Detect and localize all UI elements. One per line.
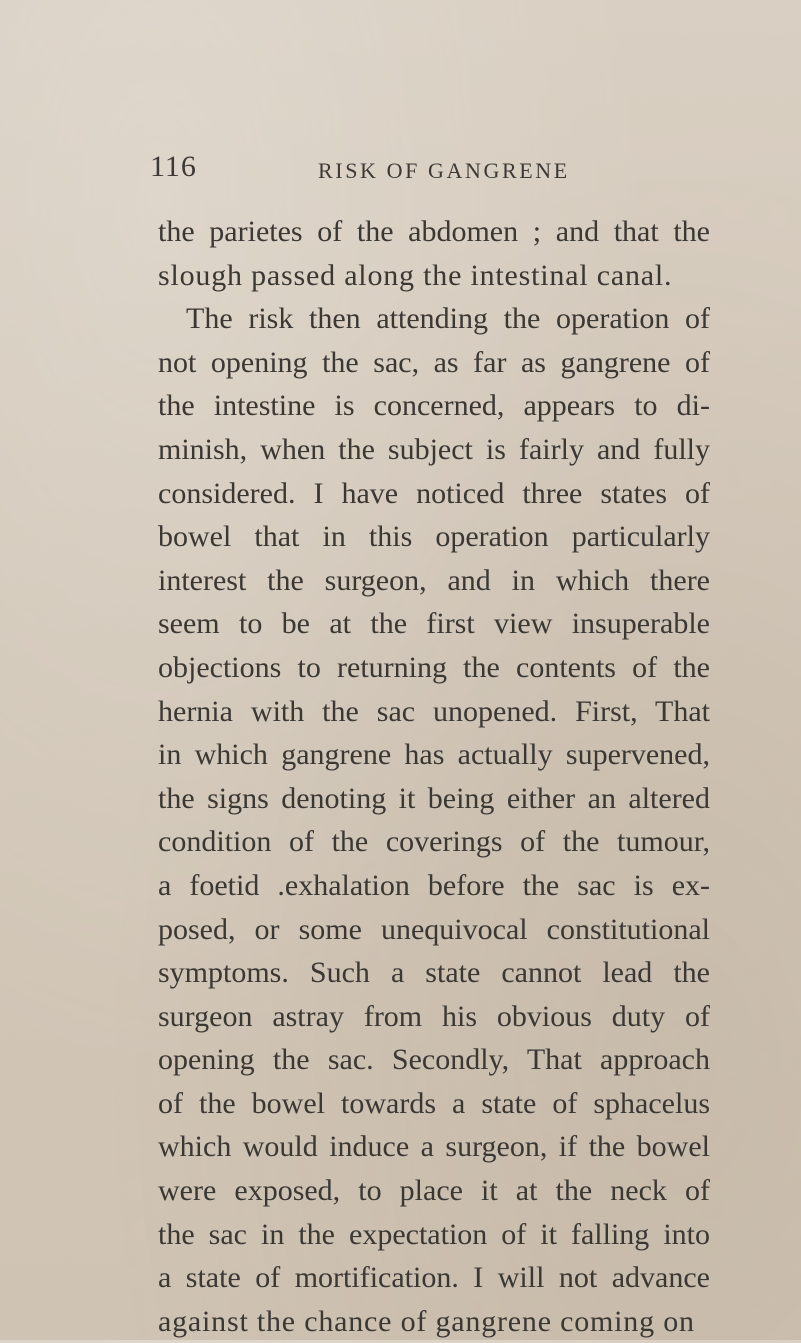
text-line: slough passed along the intestinal canal. bbox=[158, 258, 673, 292]
text-line: of the bowel towards a state of sphacelus bbox=[158, 1086, 710, 1120]
text-line: seem to be at the first view insuperable bbox=[158, 607, 710, 641]
text-line: in which gangrene has actually supervened, bbox=[158, 738, 710, 772]
text-line: interest the surgeon, and in which there bbox=[158, 563, 710, 597]
text-line: a state of mortification. I will not advance bbox=[158, 1261, 710, 1295]
text-line: surgeon astray from his obvious duty of bbox=[158, 999, 710, 1033]
text-line: bowel that in this operation particularly bbox=[158, 520, 710, 554]
text-line: hernia with the sac unopened. First, That bbox=[158, 694, 710, 728]
running-title: RISK OF GANGRENE bbox=[318, 158, 570, 183]
text-line: were exposed, to place it at the neck of bbox=[158, 1174, 710, 1208]
text-line: minish, when the subject is fairly and fully bbox=[158, 432, 710, 466]
text-line: against the chance of gangrene coming on bbox=[158, 1304, 695, 1338]
text-line: considered. I have noticed three states of bbox=[158, 476, 710, 510]
text-line: not opening the sac, as far as gangrene of bbox=[158, 345, 710, 379]
text-line: the signs denoting it being either an altered bbox=[158, 781, 710, 815]
page-number: 116 bbox=[150, 150, 197, 183]
text-line: The risk then attending the operation of bbox=[186, 302, 710, 336]
text-line: posed, or some unequivocal constitutional bbox=[158, 912, 710, 946]
text-line: objections to returning the contents of the bbox=[158, 650, 710, 684]
text-line: the sac in the expectation of it falling into bbox=[158, 1217, 710, 1251]
body-text bbox=[158, 210, 710, 1343]
text-line: a foetid .exhalation before the sac is ex- bbox=[158, 868, 710, 902]
text-line: symptoms. Such a state cannot lead the bbox=[158, 956, 710, 990]
text-line: opening the sac. Secondly, That approach bbox=[158, 1043, 710, 1077]
running-head bbox=[150, 150, 710, 190]
text-line: the parietes of the abdomen ; and that the bbox=[158, 215, 710, 248]
text-line: condition of the coverings of the tumour, bbox=[158, 825, 710, 859]
text-line: which would induce a surgeon, if the bowel bbox=[158, 1130, 710, 1164]
text-line: the intestine is concerned, appears to di- bbox=[158, 389, 710, 423]
